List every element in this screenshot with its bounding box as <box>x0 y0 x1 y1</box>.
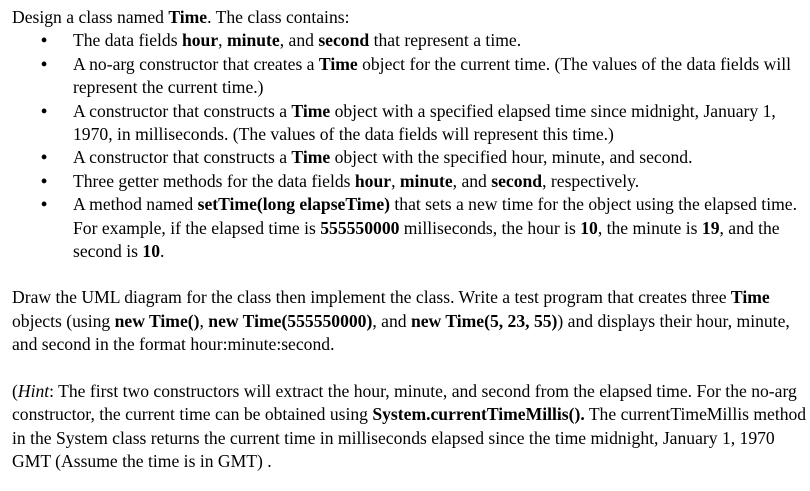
hint-label: Hint <box>17 380 50 401</box>
class-name: Time <box>168 7 208 27</box>
bullet-icon: • <box>41 53 48 74</box>
bullet-icon: • <box>41 194 48 215</box>
requirement-settime-method: • A method named setTime(long elapseTime) that sets a new time for the object using the elapsed time. For example, if the elapsed time is 555550000 milliseconds, the hour is 10, the minute is 19, and the second is 10. <box>41 194 797 262</box>
hint-paragraph: (Hint: The first two constructors will extract the hour, minute, and second from the elapsed time. For the no-arg constructor, the current time can be obtained using System.currentTimeMillis(). The currentTimeMillis method in the System class returns the current time in milliseconds elapsed since the time midnight, January 1, 1970 GMT (Assume the time is in GMT) . <box>12 380 807 471</box>
paragraph-gap <box>12 263 810 286</box>
intro-line: Design a class named Time. The class contains: <box>12 7 350 27</box>
bullet-icon: • <box>41 170 48 191</box>
requirement-no-arg-constructor: • A no-arg constructor that creates a Time object for the current time. (The values of the data fields will represent the current time.) <box>41 53 792 98</box>
requirement-getters: • Three getter methods for the data fields hour, minute, and second, respectively. <box>12 170 810 193</box>
bullet-icon: • <box>41 100 48 121</box>
paragraph-gap <box>12 357 810 380</box>
requirement-hms-constructor: • A constructor that constructs a Time object with the specified hour, minute, and second. <box>12 146 810 169</box>
bullet-icon: • <box>41 147 48 168</box>
requirement-data-fields: • The data fields hour, minute, and second that represent a time. <box>12 29 810 52</box>
bullet-icon: • <box>41 30 48 51</box>
requirements-list <box>12 29 810 263</box>
requirement-elapsed-constructor: • A constructor that constructs a Time object with a specified elapsed time since midnight, January 1, 1970, in milliseconds. (The values of the data fields will represent this time.) <box>41 100 776 145</box>
task-paragraph: Draw the UML diagram for the class then implement the class. Write a test program that creates three Time objects (using new Time(), new Time(555550000), and new Time(5, 23, 55)) and displays their hour, minute, and second in the format hour:minute:second. <box>12 287 790 355</box>
